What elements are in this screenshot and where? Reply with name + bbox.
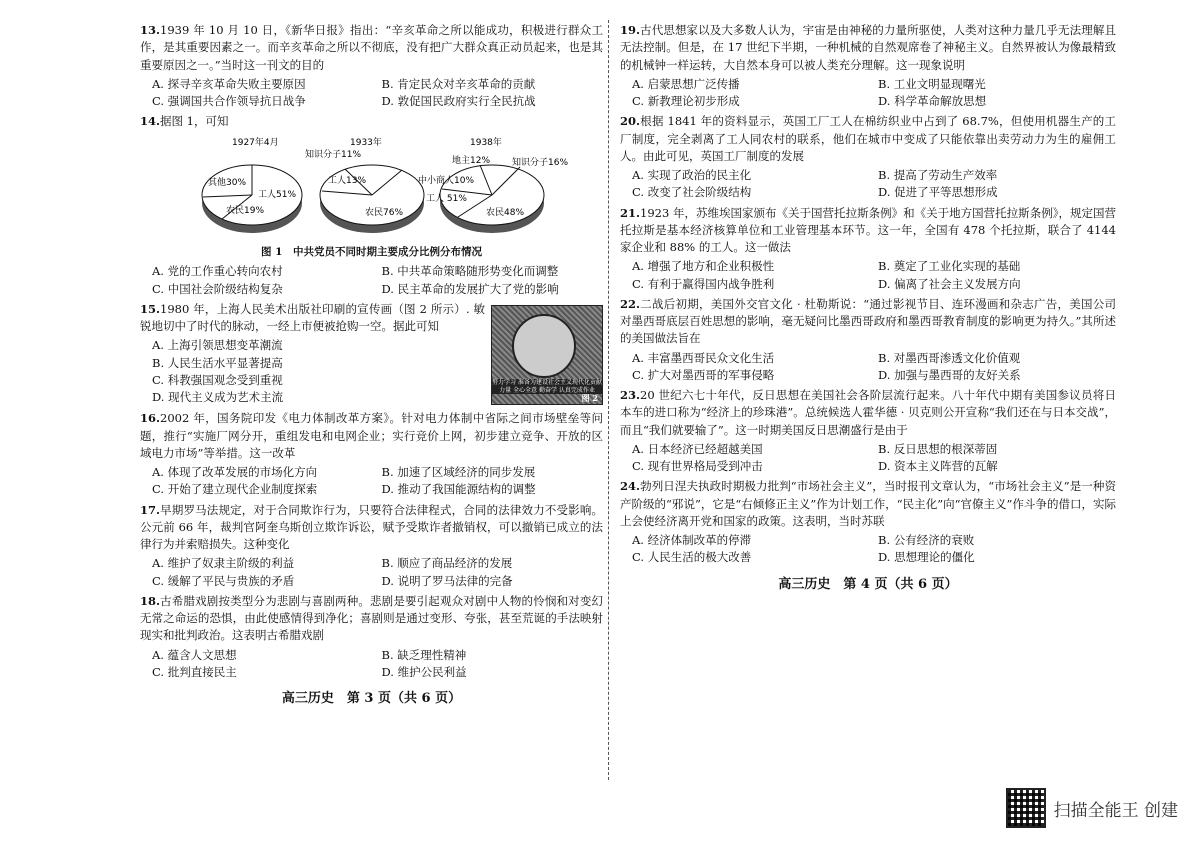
option-b: B. 奠定了工业化实现的基础 (878, 259, 1021, 274)
option-c: C. 人民生活的极大改善 (632, 550, 752, 565)
question-text: 古希腊戏剧按类型分为悲剧与喜剧两种。悲剧是要引起观众对剧中人物的怜悯和对变幻无常之命运的恐惧，由此使感情得到净化；喜剧则是通过变形、夸张，甚至荒诞的手法映射现实和批判政治。这表明古希腊戏剧 (140, 593, 603, 643)
option-b: B. 公有经济的衰败 (878, 533, 975, 547)
question-number: 20. (620, 114, 641, 129)
option-c: C. 有利于赢得国内战争胜利 (632, 276, 775, 291)
question-14 (140, 113, 603, 298)
question-number: 16. (140, 411, 161, 426)
column-divider (608, 20, 610, 780)
option-d: D. 促进了平等思想形成 (878, 185, 998, 200)
options (620, 167, 1116, 202)
question-text: 1980 年，上海人民美术出版社印刷的宣传画（图 2 所示）. 敏锐地切中了时代的脉动，一经上市便被抢购一空。据此可知 (140, 301, 485, 333)
option-c: C. 现有世界格局受到冲击 (632, 459, 763, 473)
question-text: 早期罗马法规定，对于合同欺诈行为，只要符合法律程式，合同的法律效力不受影响。公元前 66 年，裁判官阿奎乌斯创立欺诈诉讼，赋予受欺诈者撤销权，可以撤销已成立的法律行为并索赔损失。这种变化 (140, 502, 603, 551)
option-d: D. 维护公民利益 (381, 664, 467, 679)
question-23 (620, 387, 1116, 475)
page-footer-3: 高三历史 第 3 页（共 6 页） (281, 691, 462, 706)
question-number: 19. (620, 23, 641, 37)
option-a: A. 实现了政治的民主化 (632, 168, 752, 182)
option-b: B. 对墨西哥渗透文化价值观 (878, 350, 1021, 365)
left-column (140, 22, 603, 709)
question-15 (140, 301, 603, 407)
option-b: B. 人民生活水平显著提高 (152, 355, 283, 370)
option-a: A. 日本经济已经超越美国 (632, 441, 763, 456)
option-d: D. 加强与墨西哥的友好关系 (878, 367, 1021, 382)
question-number: 21. (620, 205, 641, 220)
slice-label: 工人13% (328, 175, 367, 186)
pie-1938 (418, 136, 568, 233)
question-number: 18. (140, 593, 161, 608)
option-c: C. 中国社会阶级结构复杂 (152, 281, 283, 296)
options (620, 441, 1116, 476)
option-d: D. 民主革命的发展扩大了党的影响 (381, 281, 559, 296)
option-c: C. 开始了建立现代企业制度探索 (152, 482, 318, 497)
pie-year: 1927年4月 (232, 137, 279, 148)
option-d: D. 说明了罗马法律的完备 (381, 573, 513, 588)
option-a: A. 启蒙思想广泛传播 (632, 76, 740, 91)
option-a: A. 体现了改革发展的市场化方向 (152, 465, 318, 479)
question-24 (620, 478, 1116, 566)
slice-label: 知识分子11% (305, 149, 362, 160)
question-19 (620, 22, 1116, 110)
question-16 (140, 410, 603, 498)
options (620, 532, 1116, 567)
option-a: A. 上海引领思想变革潮流 (152, 338, 283, 353)
page-footer-4: 高三历史 第 4 页（共 6 页） (778, 576, 958, 592)
option-c: C. 科教强国观念受到重视 (152, 372, 283, 387)
watermark-text: 扫描全能王 创建 (1053, 800, 1178, 821)
option-d: D. 思想理论的僵化 (878, 550, 975, 565)
pie-year: 1933年 (350, 137, 382, 148)
option-d: D. 科学革命解放思想 (878, 94, 987, 108)
option-b: B. 中共革命策略随形势变化而调整 (381, 264, 559, 279)
options (620, 350, 1116, 385)
figure-1-caption: 图 1 中共党员不同时期主要成分比例分布情况 (261, 245, 482, 258)
scanner-watermark (1006, 788, 1178, 828)
option-b: B. 顺应了商品经济的发展 (381, 556, 513, 571)
option-b: B. 提高了劳动生产效率 (878, 168, 998, 182)
options (140, 555, 603, 590)
slice-label: 农民48% (486, 207, 525, 218)
slice-label: 农民19% (226, 205, 265, 216)
poster-slogan: 努力学习 准备为建设社会主义现代化贡献力量 全心全意 勤奋学 认真完成作业 (492, 379, 602, 394)
option-a: A. 探寻辛亥革命失败主要原因 (152, 76, 306, 91)
option-d: D. 现代主义成为艺术主流 (152, 390, 284, 404)
right-column (620, 22, 1116, 594)
question-17 (140, 502, 603, 590)
option-a: A. 增强了地方和企业积极性 (632, 259, 775, 274)
pie-1933 (305, 136, 424, 233)
question-text: 古代思想家以及大多数人认为，宇宙是由神秘的力量所驱使，人类对这种力量几乎无法理解且无法控制。但是，在 17 世纪下半期，一种机械的自然观席卷了神秘主义。自然界被认为像最精致的机械钟一样运转，大自然本身可以被人类充分理解。这一现象说明 (620, 23, 1116, 72)
option-a: A. 党的工作重心转向农村 (152, 264, 283, 279)
slice-label: 工人51% (258, 189, 297, 200)
option-a: A. 蕴含人文思想 (152, 647, 237, 662)
slice-label: 地主12% (452, 155, 491, 166)
options (140, 464, 603, 499)
figure-2-poster (491, 305, 603, 405)
question-text: 根据 1841 年的资料显示，英国工厂工人在棉纺织业中占到了 68.7%，但使用机器生产的工厂制度，完全剥离了工人同农村的联系，他们在城市中变成了只能依靠出卖劳动力为生的雇佣工人。由此可见，英国工厂制度的发展 (620, 114, 1116, 163)
figure-1-pie-charts (140, 135, 603, 245)
question-number: 13. (140, 23, 161, 37)
option-d: D. 偏离了社会主义发展方向 (878, 276, 1021, 291)
option-b: B. 缺乏理性精神 (381, 647, 467, 662)
option-d: D. 资本主义阵营的瓦解 (878, 459, 998, 473)
option-c: C. 批判直接民主 (152, 664, 237, 679)
option-d: D. 敦促国民政府实行全民抗战 (381, 94, 536, 108)
question-number: 22. (620, 296, 641, 311)
option-a: A. 经济体制改革的停滞 (632, 533, 752, 547)
pie-year: 1938年 (470, 137, 502, 148)
question-18 (140, 593, 603, 681)
option-c: C. 强调国共合作领导抗日战争 (152, 94, 306, 108)
options (140, 647, 603, 682)
option-c: C. 扩大对墨西哥的军事侵略 (632, 367, 775, 382)
question-13 (140, 22, 603, 110)
question-number: 24. (620, 479, 641, 494)
figure-2-label: 图 2 (581, 392, 598, 403)
question-text: 20 世纪六七十年代，反日思想在美国社会各阶层流行起来。八十年代中期有美国参议员将日本车的进口称为“经济上的珍珠港”。总统候选人霍华德 · 贝克则公开宣称“我们还在与日本交战”，而且“我们就要输了”。这一时期美国反日思潮盛行是由于 (620, 388, 1116, 437)
slice-label: 工人 51% (426, 193, 467, 204)
poster-portrait (512, 314, 576, 378)
option-c: C. 新教理论初步形成 (632, 94, 740, 108)
question-number: 15. (140, 301, 161, 316)
option-c: C. 缓解了平民与贵族的矛盾 (152, 573, 295, 588)
pie-1927 (202, 136, 302, 233)
question-text: 1923 年，苏维埃国家颁布《关于国营托拉斯条例》和《关于地方国营托拉斯条例》，规定国营托拉斯是基本经济核算单位和工业管理基本环节。这一年，全国有 478 个托拉斯，联合了 4144 家企业和 88% 的工人。这一做法 (620, 205, 1116, 254)
slice-label: 中小商人10% (418, 175, 475, 186)
question-text: 勃列日涅夫执政时期极力批判“市场社会主义”，当时报刊文章认为，“市场社会主义”是一种资产阶级的“邪说”，它是“右倾修正主义”作为计划工作，“民主化”向“官僚主义”作斗争的借口，实际上会使经济离开党和国家的政策。这表明，当时苏联 (620, 479, 1116, 528)
options (140, 337, 485, 406)
slice-label: 其他30% (208, 177, 247, 188)
question-number: 17. (140, 502, 161, 517)
option-b: B. 反日思想的根深蒂固 (878, 441, 998, 456)
option-b: B. 工业文明显现曙光 (878, 76, 986, 91)
question-text: 1939 年 10 月 10 日，《新华日报》指出：“辛亥革命之所以能成功，积极进行群众工作，是其重要因素之一。而辛亥革命之所以不彻底，没有把广大群众真正动员起来，也是其重要原因之一。”当时这一刊文的目的 (140, 23, 603, 72)
option-b: B. 肯定民众对辛亥革命的贡献 (381, 76, 536, 91)
question-22 (620, 296, 1116, 384)
qr-code-icon (1006, 788, 1046, 828)
question-number: 23. (620, 388, 641, 402)
option-d: D. 推动了我国能源结构的调整 (381, 482, 536, 497)
question-21 (620, 205, 1116, 293)
options (620, 76, 1116, 111)
options (140, 263, 603, 298)
question-number: 14. (140, 114, 161, 129)
option-a: A. 丰富墨西哥民众文化生活 (632, 350, 775, 365)
options (140, 76, 603, 111)
question-text: 二战后初期，美国外交官文化 · 杜勒斯说：“通过影视节目、连环漫画和杂志广告，美国公司对墨西哥底层百姓思想的影响，毫无疑问比墨西哥政府和墨西哥教育制度的影响更为持久。”其所述的美国做法旨在 (620, 296, 1116, 346)
option-c: C. 改变了社会阶级结构 (632, 185, 752, 200)
option-b: B. 加速了区域经济的同步发展 (381, 465, 536, 479)
question-text: 据图 1，可知 (160, 114, 229, 129)
slice-label: 知识分子16% (512, 157, 569, 168)
question-20 (620, 113, 1116, 201)
options (620, 258, 1116, 293)
option-a: A. 维护了奴隶主阶级的利益 (152, 556, 295, 571)
question-text: 2002 年，国务院印发《电力体制改革方案》。针对电力体制中省际之间市场壁垒等问题，推行“实施厂网分开，重组发电和电网企业；实行竞价上网，初步建立竞争、开放的区域电力市场”等举措。这一改革 (140, 411, 603, 460)
slice-label: 农民76% (365, 207, 404, 218)
